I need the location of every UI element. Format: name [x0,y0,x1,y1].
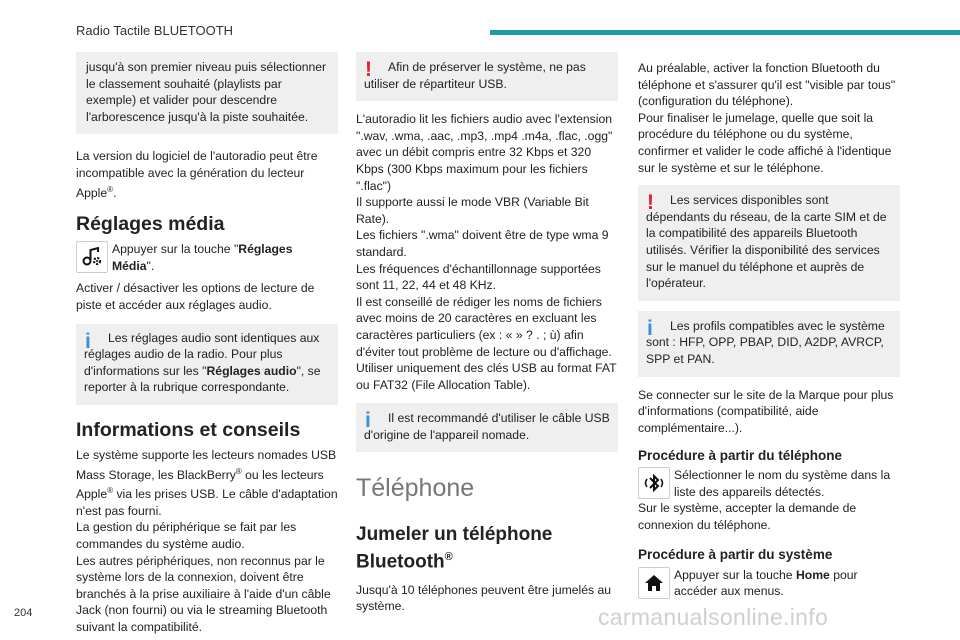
column-2 [356,52,618,615]
home-bold: Home [795,567,830,582]
heading-jumeler [356,523,618,573]
finalize-text: Pour finaliser le jumelage, quelle que soit la procédure du téléphone ou du système, confirmer et valider le code affiché à l'identique sur le système et sur le téléphone. [638,110,892,175]
other-devices-text: Les autres périphériques, non reconnus par le système lors de la connexion, doivent être branchés à la prise auxiliaire à l'aide d'un câble Jack (non fourni) ou via le streaming Bluetooth suivant la compatibilité. [76,553,331,635]
box2-pre: Les réglages audio sont identiques aux réglages audio de la radio. Pour plus d'informations sur les " [84,330,320,378]
pairing-count-text: Jusqu'à 10 téléphones peuvent être jumelés au système. [356,582,612,614]
info-i-icon: i [85,329,91,353]
box2-bold: Réglages audio [206,363,297,378]
info-i-icon: i [365,409,371,433]
header-accent-bar [490,30,960,35]
accept-connection-text: Sur le système, accepter la demande de connexion du téléphone. [638,501,857,533]
column-3 [638,60,900,600]
registered-mark: ® [107,486,114,496]
formats-text: L'autoradio lit les fichiers audio avec l'extension ".wav, .wma, .aac, .mp3, .mp4 .m4a, .flac, .ogg" avec un débit compris entre 32 Kbps et 320 Kbps (300 Kbps maximum pour les fichiers ".flac") [356,112,613,193]
home-pre: Appuyer sur la touche [674,567,796,582]
media-settings-instruction [112,241,338,274]
heading-jumeler-text: Jumeler un téléphone Bluetooth [356,524,553,573]
heading-proc-telephone: Procédure à partir du téléphone [638,448,843,464]
media-settings-icon [76,241,108,273]
software-version-note [76,148,338,201]
support-c: via les prises USB. Le câble d'adaptation n'est pas fourni. [76,487,338,518]
watermark: carmanualsonline.info [598,604,829,630]
instr-pre: Appuyer sur la touche " [112,242,239,257]
warning-box-services-text: Les services disponibles sont dépendants du réseau, de la carte SIM et de la compatibilité des appareils Bluetooth utilisés. Vérifier la disponibilité des services sur le manuel du téléphone et auprès de l'opérateur. [646,193,887,291]
wma-text: Les fichiers ".wma" doivent être de type wma 9 standard. [356,228,609,259]
vbr-text: Il supporte aussi le mode VBR (Variable Bit Rate). [356,195,589,226]
support-text [76,447,338,520]
heading-telephone: Téléphone [356,474,475,503]
filenames-text: Il est conseillé de rédiger les noms de fichiers avec moins de 20 caractères en excluant les caractères particuliers (ex : « » ? . ; ù) afin d'éviter tout problème de lecture ou d'affichage. [356,294,612,359]
continuation-box [76,52,338,134]
info-box-profiles [638,311,900,377]
instr-post: ". [146,258,155,273]
warning-box-usb-text: Afin de préserver le système, ne pas utiliser de répartiteur USB. [364,60,586,91]
frequency-text: Les fréquences d'échantillonnage supportées sont 11, 22, 44 et 48 KHz. [356,261,601,293]
info-i-icon: i [647,316,653,340]
registered-mark: ® [235,466,242,476]
warning-box-usb [356,52,618,101]
home-icon [638,567,670,599]
heading-proc-systeme: Procédure à partir du système [638,546,833,562]
continuation-text: jusqu'à son premier niveau puis sélectionner le classement souhaité (playlists par exemple) et valider pour descendre l'arborescence jusqu'à la piste souhaitée. [86,60,327,124]
info-box-audio [76,324,338,405]
warning-exclamation-icon: ! [365,58,372,81]
home-post: pour accéder aux menus. [674,567,858,599]
header-title: Radio Tactile BLUETOOTH [76,23,234,38]
registered-mark: ® [107,184,114,194]
registered-mark: ® [444,551,453,564]
usb-format-text: Utiliser uniquement des clés USB au format FAT ou FAT32 (File Allocation Table). [356,361,617,392]
media-settings-row [76,241,338,274]
info-box-audio-text [84,330,330,396]
heading-informations: Informations et conseils [76,418,301,441]
activate-options-text: Activer / désactiver les options de lecture de piste et accéder aux réglages audio. [76,281,315,312]
version-text: La version du logiciel de l'autoradio peut être incompatible avec la génération du lecteur Apple [76,149,318,200]
website-text: Se connecter sur le site de la Marque pour plus d'informations (compatibilité, aide complémentaire...). [638,387,894,435]
prerequisite-text: Au préalable, activer la fonction Bluetooth du téléphone et s'assurer qu'il est "visible par tous" (configuration du téléphone). [638,61,896,109]
warning-exclamation-icon: ! [647,191,654,215]
info-box-cable-text: Il est recommandé d'utiliser le câble USB d'origine de l'appareil nomade. [364,411,610,442]
management-text: La gestion du périphérique se fait par les commandes du système audio. [76,520,297,552]
heading-reglages-media: Réglages média [76,213,225,236]
home-instruction [674,567,900,600]
info-box-cable [356,403,618,452]
select-system-text: Sélectionner le nom du système dans la liste des appareils détectés. [674,468,891,499]
info-box-profiles-text: Les profils compatibles avec le système sont : HFP, OPP, PBAP, DID, A2DP, AVRCP, SPP et PAN. [646,318,885,366]
box2-post: ", se reporter à la rubrique correspondante. [84,363,321,395]
bluetooth-row [638,467,900,500]
instr-bold: Réglages Média [112,242,293,273]
home-row [638,567,900,600]
support-b: ou les lecteurs Apple [76,467,324,502]
page-number: 204 [14,607,33,619]
support-a: Le système supporte les lecteurs nomades USB Mass Storage, les BlackBerry [76,447,337,482]
bluetooth-icon [638,467,670,499]
column-1 [76,52,338,636]
warning-box-services [638,185,900,301]
version-end: . [113,185,117,200]
